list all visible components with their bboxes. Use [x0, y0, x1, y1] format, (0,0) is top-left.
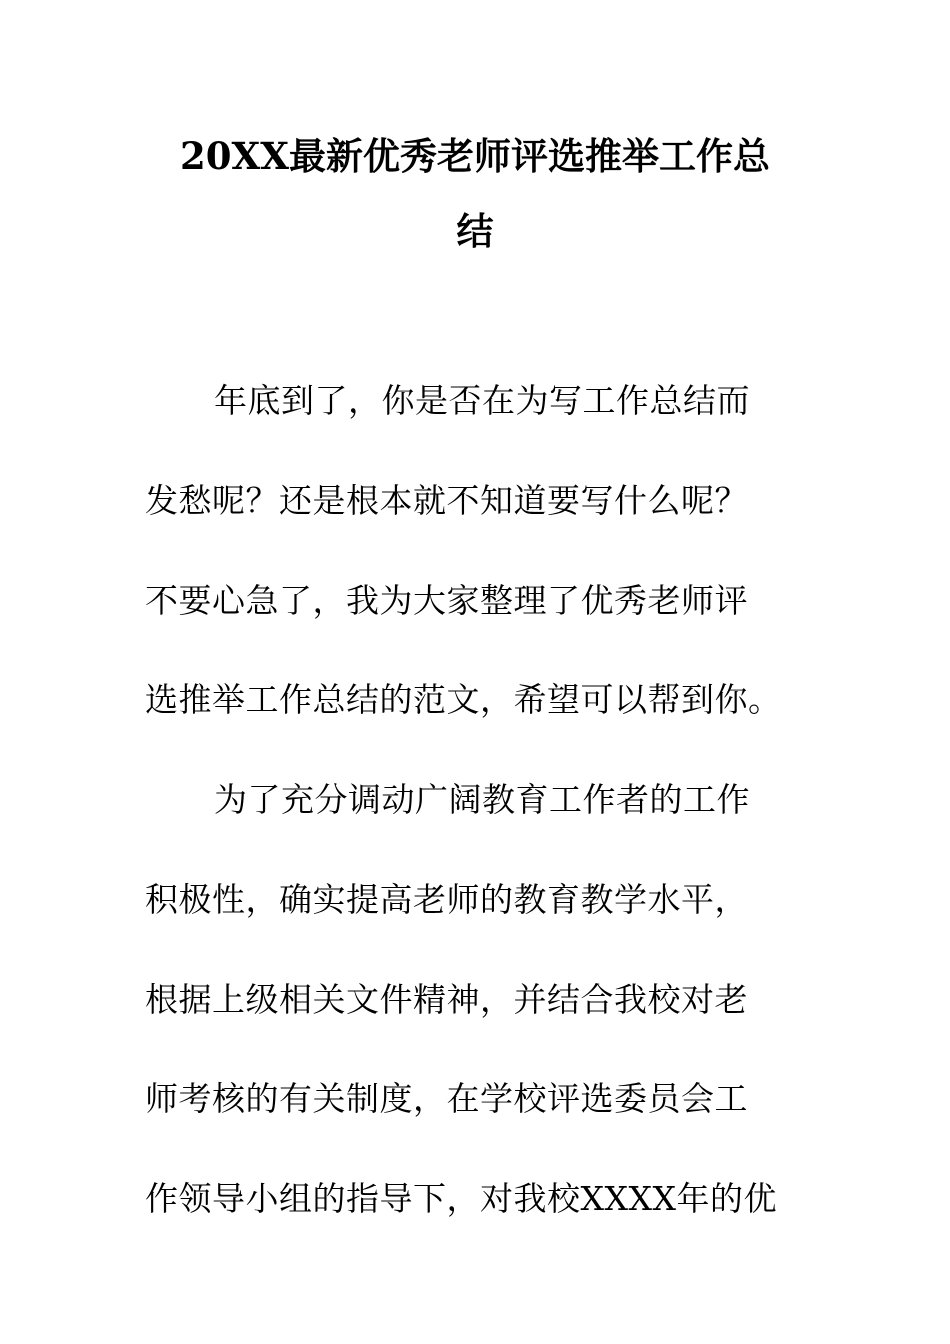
paragraph-2-line-2: 积极性，确实提高老师的教育教学水平， — [145, 880, 748, 919]
paragraph-1-line-4: 选推举工作总结的范文，希望可以帮到你。 — [145, 680, 782, 719]
paragraph-1-line-1: 年底到了，你是否在为写工作总结而 — [214, 381, 750, 420]
paragraph-2-line-3: 根据上级相关文件精神，并结合我校对老 — [145, 980, 748, 1019]
paragraph-2-line-4: 师考核的有关制度，在学校评选委员会工 — [145, 1079, 748, 1118]
paragraph-2-line-5: 作领导小组的指导下，对我校XXXX年的优 — [145, 1179, 777, 1218]
paragraph-1-line-3: 不要心急了，我为大家整理了优秀老师评 — [145, 581, 748, 620]
paragraph-2-line-1: 为了充分调动广阔教育工作者的工作 — [214, 780, 750, 819]
document-title-line-2: 结 — [456, 209, 494, 253]
paragraph-1-line-2: 发愁呢？还是根本就不知道要写什么呢？ — [145, 481, 748, 520]
document-title-line-1: 20XX最新优秀老师评选推举工作总 — [180, 134, 770, 178]
